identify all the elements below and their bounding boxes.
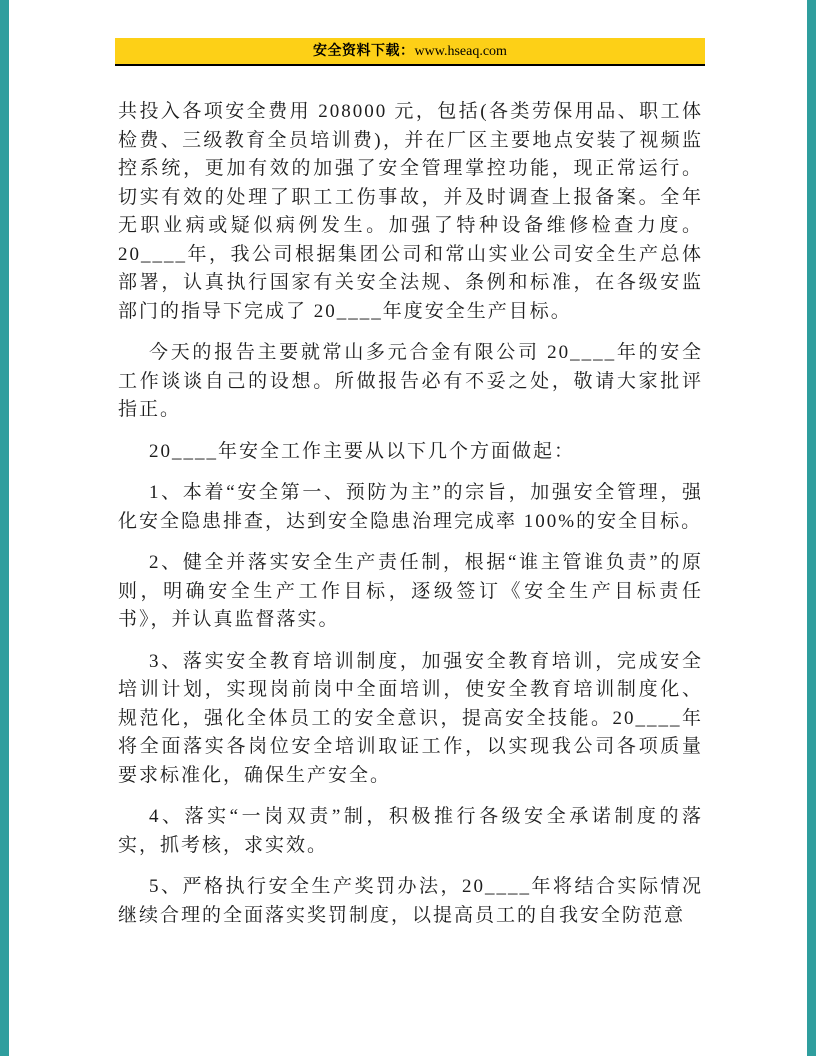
paragraph-item-5: 5、严格执行安全生产奖罚办法，20____年将结合实际情况继续合理的全面落实奖罚制度，以提高员工的自我安全防范意 [118, 876, 703, 926]
paragraph-item-2: 2、健全并落实安全生产责任制，根据“谁主管谁负责”的原则，明确安全生产工作目标，逐级签订《安全生产目标责任书》，并认真监督落实。 [118, 552, 703, 630]
header-download-label: 安全资料下载： [313, 44, 415, 59]
right-edge-accent-bar [807, 0, 816, 1056]
paragraph-item-3: 3、落实安全教育培训制度，加强安全教育培训，完成安全培训计划，实现岗前岗中全面培训，使安全教育培训制度化、规范化，强化全体员工的安全意识，提高安全技能。20____年将全面落实各岗位安全培训取证工作，以实现我公司各项质量要求标准化，确保生产安全。 [118, 650, 703, 786]
paragraph-plan-lead-in: 20____年安全工作主要从以下几个方面做起： [149, 440, 576, 462]
paragraph-report-intro: 今天的报告主要就常山多元合金有限公司 20____年的安全工作谈谈自己的设想。所做报告必有不妥之处，敬请大家批评指正。 [118, 342, 703, 420]
document-body [118, 98, 703, 943]
left-edge-accent-bar [0, 0, 9, 1056]
paragraph-item-1: 1、本着“安全第一、预防为主”的宗旨，加强安全管理，强化安全隐患排查，达到安全隐患治理完成率 100%的安全目标。 [118, 482, 703, 532]
header-banner [115, 38, 705, 66]
paragraph-investment-summary: 共投入各项安全费用 208000 元，包括(各类劳保用品、职工体检费、三级教育全员培训费)，并在厂区主要地点安装了视频监控系统，更加有效的加强了安全管理掌控功能，现正常运行。切实有效的处理了职工工伤事故，并及时调查上报备案。全年无职业病或疑似病例发生。加强了特种设备维修检查力度。20____年，我公司根据集团公司和常山实业公司安全生产总体部署，认真执行国家有关安全法规、条例和标准，在各级安监部门的指导下完成了 20____年度安全生产目标。 [118, 101, 703, 322]
header-site-url: www.hseaq.com [414, 44, 507, 59]
paragraph-item-4: 4、落实“一岗双责”制，积极推行各级安全承诺制度的落实，抓考核，求实效。 [118, 806, 703, 856]
